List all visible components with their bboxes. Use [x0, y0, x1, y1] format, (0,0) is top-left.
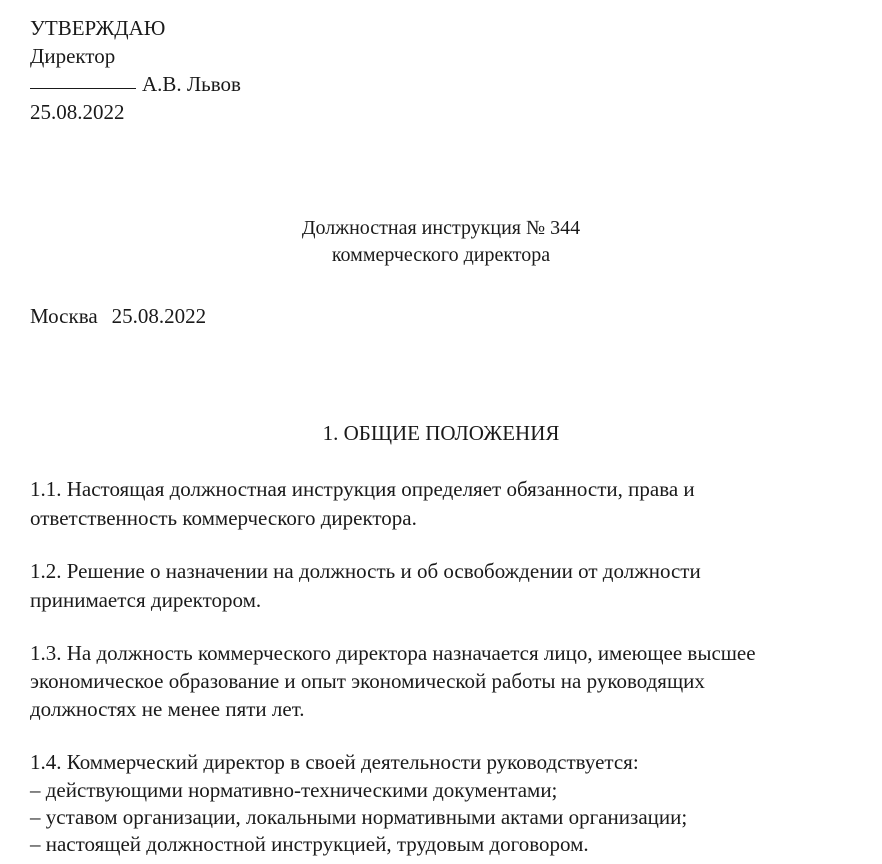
paragraph-1-1-line-2: ответственность коммерческого директора. — [30, 506, 417, 530]
paragraph-1-2-line-2: принимается директором. — [30, 588, 262, 612]
paragraph-1-4-item-3: – настоящей должностной инструкцией, трудовым договором. — [30, 832, 589, 856]
approval-signature-row — [30, 74, 241, 95]
title-line-2: коммерческого директора — [331, 244, 551, 266]
signature-line — [30, 88, 136, 89]
approval-date: 25.08.2022 — [30, 100, 125, 124]
place-date-row — [30, 306, 206, 327]
paragraph-1-4-line-1: 1.4. Коммерческий директор в своей деятельности руководствуется: — [30, 750, 639, 774]
approval-heading: УТВЕРЖДАЮ — [30, 16, 166, 40]
approval-signatory: А.В. Львов — [142, 72, 241, 96]
paragraph-1-3-line-2: экономическое образование и опыт экономической работы на руководящих — [30, 669, 705, 693]
paragraph-1-4-item-2: – уставом организации, локальными нормативными актами организации; — [30, 805, 688, 829]
paragraph-1-3-line-1: 1.3. На должность коммерческого директора назначается лицо, имеющее высшее — [30, 641, 756, 665]
section-heading: 1. ОБЩИЕ ПОЛОЖЕНИЯ — [322, 421, 560, 445]
approval-position: Директор — [30, 44, 116, 68]
paragraph-1-1-line-1: 1.1. Настоящая должностная инструкция определяет обязанности, права и — [30, 477, 695, 501]
title-line-1: Должностная инструкция № 344 — [301, 217, 581, 239]
paragraph-1-2-line-1: 1.2. Решение о назначении на должность и об освобождении от должности — [30, 559, 701, 583]
paragraph-1-4-item-1: – действующими нормативно-техническими документами; — [30, 778, 558, 802]
paragraph-1-3-line-3: должностях не менее пяти лет. — [30, 697, 305, 721]
place-city: Москва — [30, 304, 98, 328]
place-date: 25.08.2022 — [111, 304, 207, 328]
